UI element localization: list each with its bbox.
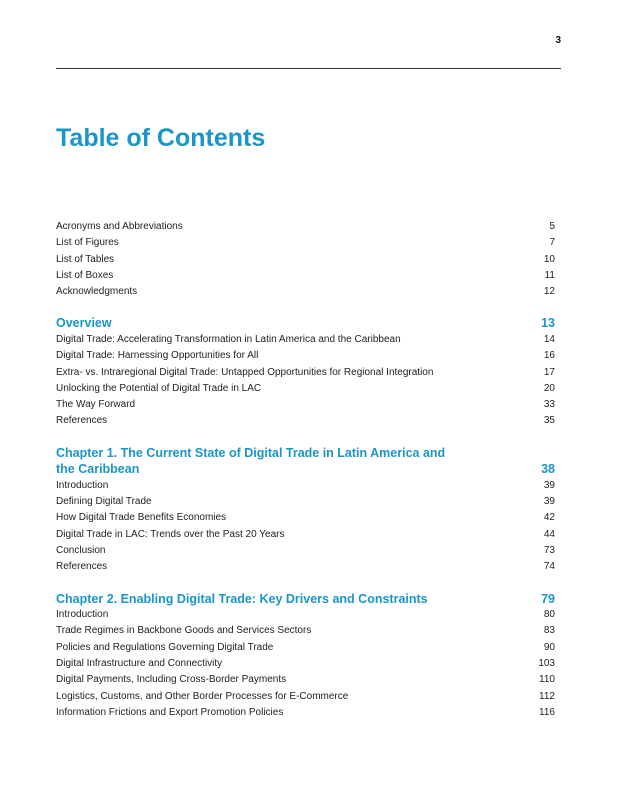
toc-entry-page: 17 xyxy=(543,366,555,378)
toc-entry-page: 90 xyxy=(543,641,555,653)
toc-entry[interactable] xyxy=(56,640,555,656)
toc-entry-label: Unlocking the Potential of Digital Trade in LAC xyxy=(56,382,262,394)
toc-section xyxy=(56,445,555,576)
toc-entry[interactable] xyxy=(56,705,555,721)
toc-entry-page: 20 xyxy=(543,382,555,394)
toc-entry[interactable] xyxy=(56,623,555,639)
toc-entry-label: Defining Digital Trade xyxy=(56,496,152,508)
toc-heading-page: 13 xyxy=(541,316,555,331)
toc-entry[interactable] xyxy=(56,365,555,381)
toc-entry[interactable] xyxy=(56,494,555,510)
toc-entry-label: References xyxy=(56,415,108,427)
toc-entry-label: Conclusion xyxy=(56,544,106,556)
toc-entry-label: Introduction xyxy=(56,609,109,621)
toc-section-heading[interactable] xyxy=(56,315,555,332)
toc-entry-page: 83 xyxy=(543,625,555,637)
toc-entry-page: 112 xyxy=(539,690,555,702)
toc-entry-label: Introduction xyxy=(56,479,109,491)
page-number: 3 xyxy=(555,35,561,46)
toc-heading-label: Overview xyxy=(56,316,112,331)
toc-entry-label: Digital Infrastructure and Connectivity xyxy=(56,657,223,669)
toc-entry[interactable] xyxy=(56,252,555,268)
toc-entry-page: 80 xyxy=(543,609,555,621)
toc-entry[interactable] xyxy=(56,559,555,575)
toc-entry-label: How Digital Trade Benefits Economies xyxy=(56,512,227,524)
toc-entry[interactable] xyxy=(56,672,555,688)
toc-entry-label: List of Boxes xyxy=(56,269,114,281)
toc-entry-page: 39 xyxy=(543,496,555,508)
toc-entry-page: 42 xyxy=(543,512,555,524)
toc-entry-page: 11 xyxy=(544,269,555,281)
toc-entry-page: 33 xyxy=(543,399,555,411)
toc-entry[interactable] xyxy=(56,219,555,235)
toc-entry-label: List of Tables xyxy=(56,253,115,265)
toc-entry-label: Digital Payments, Including Cross-Border Payments xyxy=(56,674,287,686)
header-rule xyxy=(56,68,561,69)
toc-entry[interactable] xyxy=(56,607,555,623)
toc-entry-page: 74 xyxy=(543,561,555,573)
toc-entry[interactable] xyxy=(56,332,555,348)
toc-entry[interactable] xyxy=(56,656,555,672)
toc-entry-page: 110 xyxy=(539,674,555,686)
toc-entry-page: 10 xyxy=(543,253,555,265)
toc-section xyxy=(56,219,555,300)
toc-entry[interactable] xyxy=(56,510,555,526)
toc-entry-label: Acronyms and Abbreviations xyxy=(56,221,183,232)
toc-entry[interactable] xyxy=(56,527,555,543)
toc-entry[interactable] xyxy=(56,235,555,251)
toc-entry-label: Extra- vs. Intraregional Digital Trade: Untapped Opportunities for Regional Integration xyxy=(56,366,434,378)
toc-entry-page: 116 xyxy=(539,706,555,718)
toc-entry-page: 7 xyxy=(549,237,555,249)
toc-entry-page: 12 xyxy=(543,286,555,298)
toc-entry-label: List of Figures xyxy=(56,237,119,249)
toc-heading-label: Chapter 2. Enabling Digital Trade: Key Drivers and Constraints xyxy=(56,591,428,606)
toc-entry-label: Acknowledgments xyxy=(56,286,138,298)
toc-entry-page: 5 xyxy=(549,221,555,232)
toc-entry[interactable] xyxy=(56,413,555,429)
toc-entry-label: References xyxy=(56,561,108,573)
toc-heading-page: 79 xyxy=(541,591,555,606)
toc-entry[interactable] xyxy=(56,478,555,494)
toc-section-heading[interactable] xyxy=(56,445,555,478)
table-of-contents xyxy=(56,219,555,736)
toc-entry[interactable] xyxy=(56,397,555,413)
toc-entry-page: 44 xyxy=(543,528,555,540)
toc-entry-page: 73 xyxy=(543,544,555,556)
toc-entry-label: Logistics, Customs, and Other Border Processes for E-Commerce xyxy=(56,690,349,702)
page-title: Table of Contents xyxy=(56,124,266,152)
toc-entry-page: 16 xyxy=(543,350,555,362)
toc-entry-page: 35 xyxy=(543,415,555,427)
toc-entry[interactable] xyxy=(56,284,555,300)
toc-entry-label: Policies and Regulations Governing Digital Trade xyxy=(56,641,274,653)
toc-entry-label: Digital Trade: Harnessing Opportunities for All xyxy=(56,350,259,362)
toc-section-heading[interactable] xyxy=(56,591,555,608)
toc-entry[interactable] xyxy=(56,381,555,397)
toc-entry-page: 39 xyxy=(543,479,555,491)
toc-entry[interactable] xyxy=(56,689,555,705)
toc-heading-label: Chapter 1. The Current State of Digital Trade in Latin America and the Caribbean xyxy=(56,445,446,477)
toc-entry[interactable] xyxy=(56,543,555,559)
toc-heading-page: 38 xyxy=(541,462,555,477)
toc-entry-page: 14 xyxy=(543,333,555,345)
toc-entry-label: Information Frictions and Export Promotion Policies xyxy=(56,706,284,718)
toc-entry[interactable] xyxy=(56,268,555,284)
toc-section xyxy=(56,315,555,429)
toc-entry-label: Digital Trade: Accelerating Transformation in Latin America and the Caribbean xyxy=(56,333,401,345)
toc-entry-label: Trade Regimes in Backbone Goods and Services Sectors xyxy=(56,625,312,637)
toc-entry-label: Digital Trade in LAC: Trends over the Past 20 Years xyxy=(56,528,285,540)
toc-entry-label: The Way Forward xyxy=(56,399,136,411)
toc-entry[interactable] xyxy=(56,348,555,364)
toc-entry-page: 103 xyxy=(538,657,555,669)
toc-section xyxy=(56,591,555,722)
